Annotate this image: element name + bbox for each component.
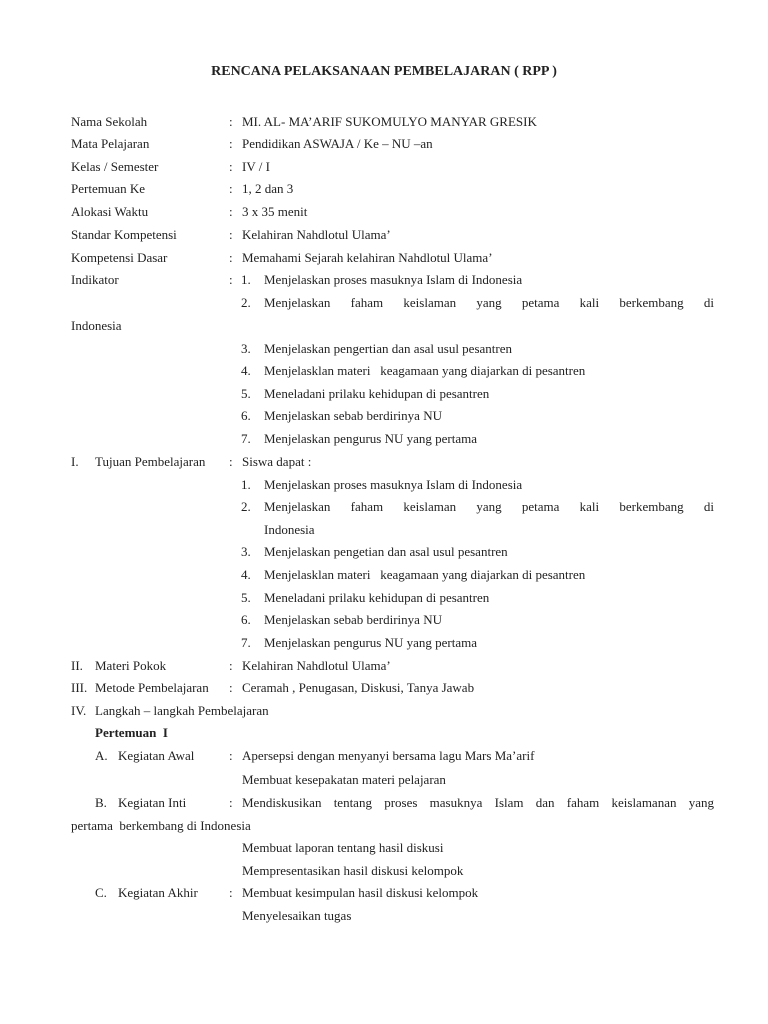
colon: : bbox=[229, 159, 233, 174]
list-number: 3. bbox=[241, 544, 251, 559]
section-number: IV. bbox=[71, 703, 87, 718]
colon: : bbox=[229, 204, 233, 219]
document-title: RENCANA PELAKSANAAN PEMBELAJARAN ( RPP ) bbox=[211, 64, 557, 79]
list-item-continuation: Indonesia bbox=[264, 522, 315, 537]
colon: : bbox=[229, 680, 233, 695]
list-number: 6. bbox=[241, 408, 251, 423]
indikator-label: Indikator bbox=[71, 272, 119, 287]
field-value: Pendidikan ASWAJA / Ke – NU –an bbox=[242, 136, 433, 151]
field-value: MI. AL- MA’ARIF SUKOMULYO MANYAR GRESIK bbox=[242, 114, 537, 129]
kegiatan-letter: C. bbox=[95, 885, 107, 900]
kegiatan-letter: B. bbox=[95, 795, 107, 810]
kegiatan-item-continuation: pertama berkembang di Indonesia bbox=[71, 818, 251, 833]
colon: : bbox=[229, 748, 233, 763]
field-label: Mata Pelajaran bbox=[71, 136, 150, 151]
kegiatan-item: Membuat laporan tentang hasil diskusi bbox=[242, 840, 444, 855]
list-item: Menjelasklan materi keagamaan yang diajarkan di pesantren bbox=[264, 567, 586, 582]
kegiatan-item: Mempresentasikan hasil diskusi kelompok bbox=[242, 863, 464, 878]
colon: : bbox=[229, 250, 233, 265]
list-item: Meneladani prilaku kehidupan di pesantren bbox=[264, 590, 490, 605]
list-item: Menjelaskan proses masuknya Islam di Indonesia bbox=[264, 477, 523, 492]
list-item: Menjelaskan pengetian dan asal usul pesantren bbox=[264, 544, 508, 559]
field-label: Standar Kompetensi bbox=[71, 227, 177, 242]
field-label: Nama Sekolah bbox=[71, 114, 148, 129]
kegiatan-item: Menyelesaikan tugas bbox=[242, 908, 352, 923]
list-item: Menjelasklan materi keagamaan yang diajarkan di pesantren bbox=[264, 363, 586, 378]
list-number: 2. bbox=[241, 499, 251, 514]
field-label: Alokasi Waktu bbox=[71, 204, 149, 219]
materi-value: Kelahiran Nahdlotul Ulama’ bbox=[242, 658, 391, 673]
list-number: 1. bbox=[241, 477, 251, 492]
kegiatan-item: Membuat kesimpulan hasil diskusi kelompok bbox=[242, 885, 479, 900]
list-number: 7. bbox=[241, 431, 251, 446]
field-value: 3 x 35 menit bbox=[242, 204, 308, 219]
colon: : bbox=[229, 114, 233, 129]
list-number: 7. bbox=[241, 635, 251, 650]
field-label: Pertemuan Ke bbox=[71, 181, 146, 196]
field-value: Memahami Sejarah kelahiran Nahdlotul Ulama’ bbox=[242, 250, 493, 265]
list-number: 2. bbox=[241, 295, 251, 310]
kegiatan-item: Membuat kesepakatan materi pelajaran bbox=[242, 772, 446, 787]
materi-label: Materi Pokok bbox=[95, 658, 167, 673]
list-number: 4. bbox=[241, 567, 251, 582]
kegiatan-letter: A. bbox=[95, 748, 108, 763]
metode-value: Ceramah , Penugasan, Diskusi, Tanya Jawab bbox=[242, 680, 475, 695]
field-value: IV / I bbox=[242, 159, 270, 174]
list-item: Menjelaskan pengurus NU yang pertama bbox=[264, 431, 477, 446]
field-value: Kelahiran Nahdlotul Ulama’ bbox=[242, 227, 391, 242]
list-item: Meneladani prilaku kehidupan di pesantren bbox=[264, 386, 490, 401]
section-number: II. bbox=[71, 658, 83, 673]
list-item: Menjelaskan sebab berdirinya NU bbox=[264, 408, 442, 423]
metode-label: Metode Pembelajaran bbox=[95, 680, 209, 695]
tujuan-intro: Siswa dapat : bbox=[242, 454, 312, 469]
field-label: Kelas / Semester bbox=[71, 159, 159, 174]
list-item: Menjelaskan faham keislaman yang petama kali berkembang di bbox=[264, 499, 714, 514]
pertemuan-title: Pertemuan I bbox=[95, 725, 168, 740]
list-number: 6. bbox=[241, 612, 251, 627]
list-number: 1. bbox=[241, 272, 251, 287]
colon: : bbox=[229, 885, 233, 900]
kegiatan-item: Apersepsi dengan menyanyi bersama lagu Mars Ma’arif bbox=[242, 748, 535, 763]
colon: : bbox=[229, 658, 233, 673]
colon: : bbox=[229, 454, 233, 469]
list-number: 5. bbox=[241, 590, 251, 605]
list-item: Menjelaskan pengurus NU yang pertama bbox=[264, 635, 477, 650]
langkah-label: Langkah – langkah Pembelajaran bbox=[95, 703, 269, 718]
list-item-continuation: Indonesia bbox=[71, 318, 122, 333]
field-label: Kompetensi Dasar bbox=[71, 250, 168, 265]
list-item: Menjelaskan proses masuknya Islam di Indonesia bbox=[264, 272, 523, 287]
colon: : bbox=[229, 181, 233, 196]
list-item: Menjelaskan faham keislaman yang petama kali berkembang di bbox=[264, 295, 714, 310]
tujuan-label: Tujuan Pembelajaran bbox=[95, 454, 206, 469]
section-number: I. bbox=[71, 454, 79, 469]
colon: : bbox=[229, 272, 233, 287]
list-item: Menjelaskan pengertian dan asal usul pesantren bbox=[264, 341, 512, 356]
list-number: 4. bbox=[241, 363, 251, 378]
colon: : bbox=[229, 136, 233, 151]
list-number: 3. bbox=[241, 341, 251, 356]
kegiatan-label: Kegiatan Akhir bbox=[118, 885, 198, 900]
kegiatan-item: Mendiskusikan tentang proses masuknya Islam dan faham keislamanan yang bbox=[242, 795, 714, 810]
kegiatan-label: Kegiatan Inti bbox=[118, 795, 187, 810]
colon: : bbox=[229, 795, 233, 810]
list-number: 5. bbox=[241, 386, 251, 401]
list-item: Menjelaskan sebab berdirinya NU bbox=[264, 612, 442, 627]
section-number: III. bbox=[71, 680, 88, 695]
field-value: 1, 2 dan 3 bbox=[242, 181, 294, 196]
kegiatan-label: Kegiatan Awal bbox=[118, 748, 195, 763]
colon: : bbox=[229, 227, 233, 242]
